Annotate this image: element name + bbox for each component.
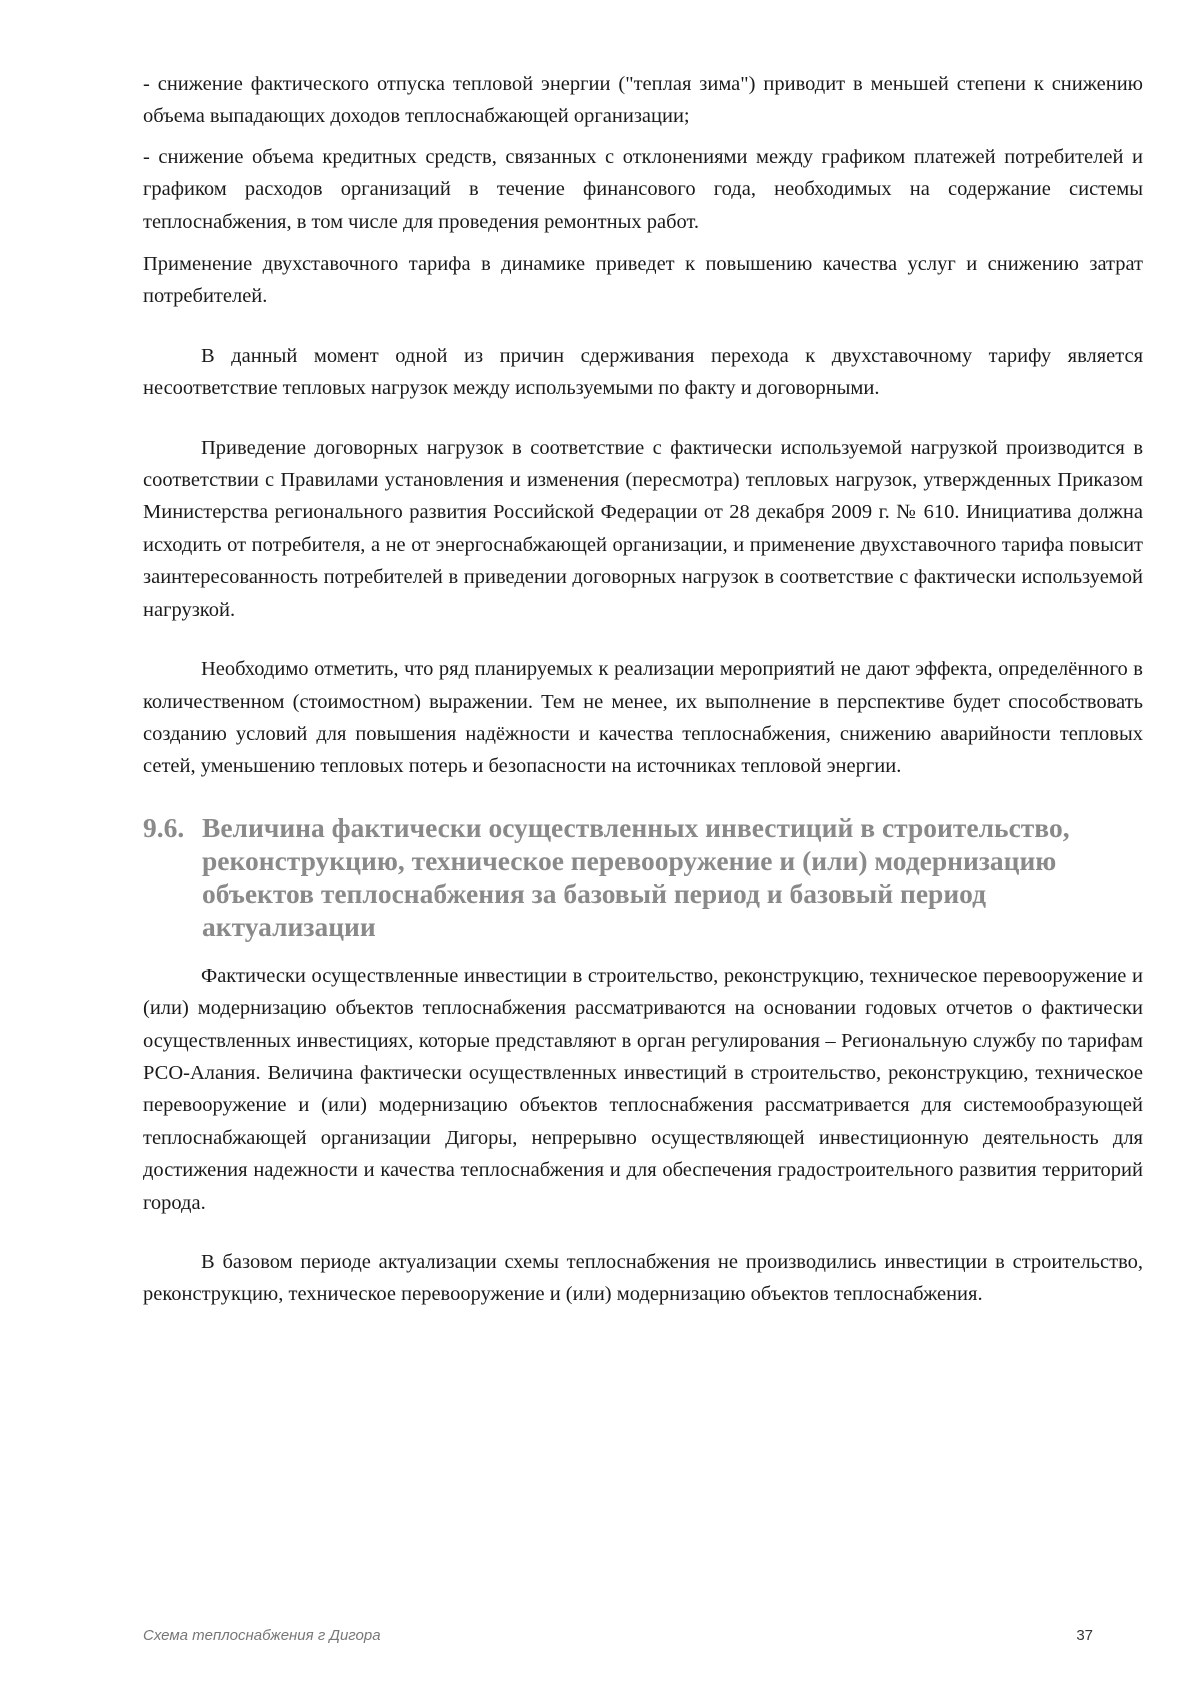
section-number: 9.6. (143, 811, 185, 843)
paragraph-bullet-credit-funds: - снижение объема кредитных средств, связанных с отклонениями между графиком платежей потребителей и графиком расходов организаций в течение финансового года, необходимых на содержание системы теплоснабжения, в том числе для проведения ремонтных работ. (143, 145, 1143, 233)
page-number: 37 (1076, 1627, 1093, 1644)
paragraph-measures-effect: Необходимо отметить, что ряд планируемых к реализации мероприятий не дают эффекта, определённого в количественном (стоимостном) выражении. Тем не менее, их выполнение в перспективе будет способствовать созданию условий для повышения надёжности и качества теплоснабжения, снижению аварийности тепловых сетей, уменьшению тепловых потерь и безопасности на источниках тепловой энергии. (143, 658, 1143, 778)
document-body (143, 68, 1143, 1311)
page-footer (143, 1627, 1093, 1644)
section-title: Величина фактически осуществленных инвестиций в строительство, реконструкцию, техническое перевооружение и (или) модернизацию объектов теплоснабжения за базовый период и базовый период актуализации (202, 811, 1070, 942)
section-heading (143, 811, 1143, 943)
paragraph-bullet-warm-winter: - снижение фактического отпуска тепловой энергии ("теплая зима") приводит в меньшей степени к снижению объема выпадающих доходов теплоснабжающей организации; (143, 73, 1143, 128)
paragraph-base-period: В базовом периоде актуализации схемы теплоснабжения не производились инвестиции в строительство, реконструкцию, техническое перевооружение и (или) модернизацию объектов теплоснабжения. (143, 1250, 1143, 1306)
paragraph-two-rate-tariff: Применение двухставочного тарифа в динамике приведет к повышению качества услуг и снижению затрат потребителей. (143, 253, 1143, 308)
paragraph-actual-investments: Фактически осуществленные инвестиции в строительство, реконструкцию, техническое перевооружение и (или) модернизацию объектов теплоснабжения рассматриваются на основании годовых отчетов о фактически осуществленных инвестициях, которые представляют в орган регулирования – Региональную службу по тарифам РСО-Алания. Величина фактически осуществленных инвестиций в строительство, реконструкцию, техническое перевооружение и (или) модернизацию объектов теплоснабжения рассматривается для системообразующей теплоснабжающей организации Дигоры, непрерывно осуществляющей инвестиционную деятельность для достижения надежности и качества теплоснабжения и для обеспечения градостроительного развития территорий города. (143, 964, 1143, 1214)
paragraph-contract-loads: Приведение договорных нагрузок в соответствие с фактически используемой нагрузкой производится в соответствии с Правилами установления и изменения (пересмотра) тепловых нагрузок, утвержденных Приказом Министерства регионального развития Российской Федерации от 28 декабря 2009 г. № 610. Инициатива должна исходить от потребителя, а не от энергоснабжающей организации, и применение двухставочного тарифа повысит заинтересованность потребителей в приведении договорных нагрузок в соответствие с фактически используемой нагрузкой. (143, 436, 1143, 621)
footer-document-title: Схема теплоснабжения г Дигора (143, 1627, 381, 1644)
paragraph-load-mismatch: В данный момент одной из причин сдерживания перехода к двухставочному тарифу является несоответствие тепловых нагрузок между используемыми по факту и договорными. (143, 344, 1143, 400)
